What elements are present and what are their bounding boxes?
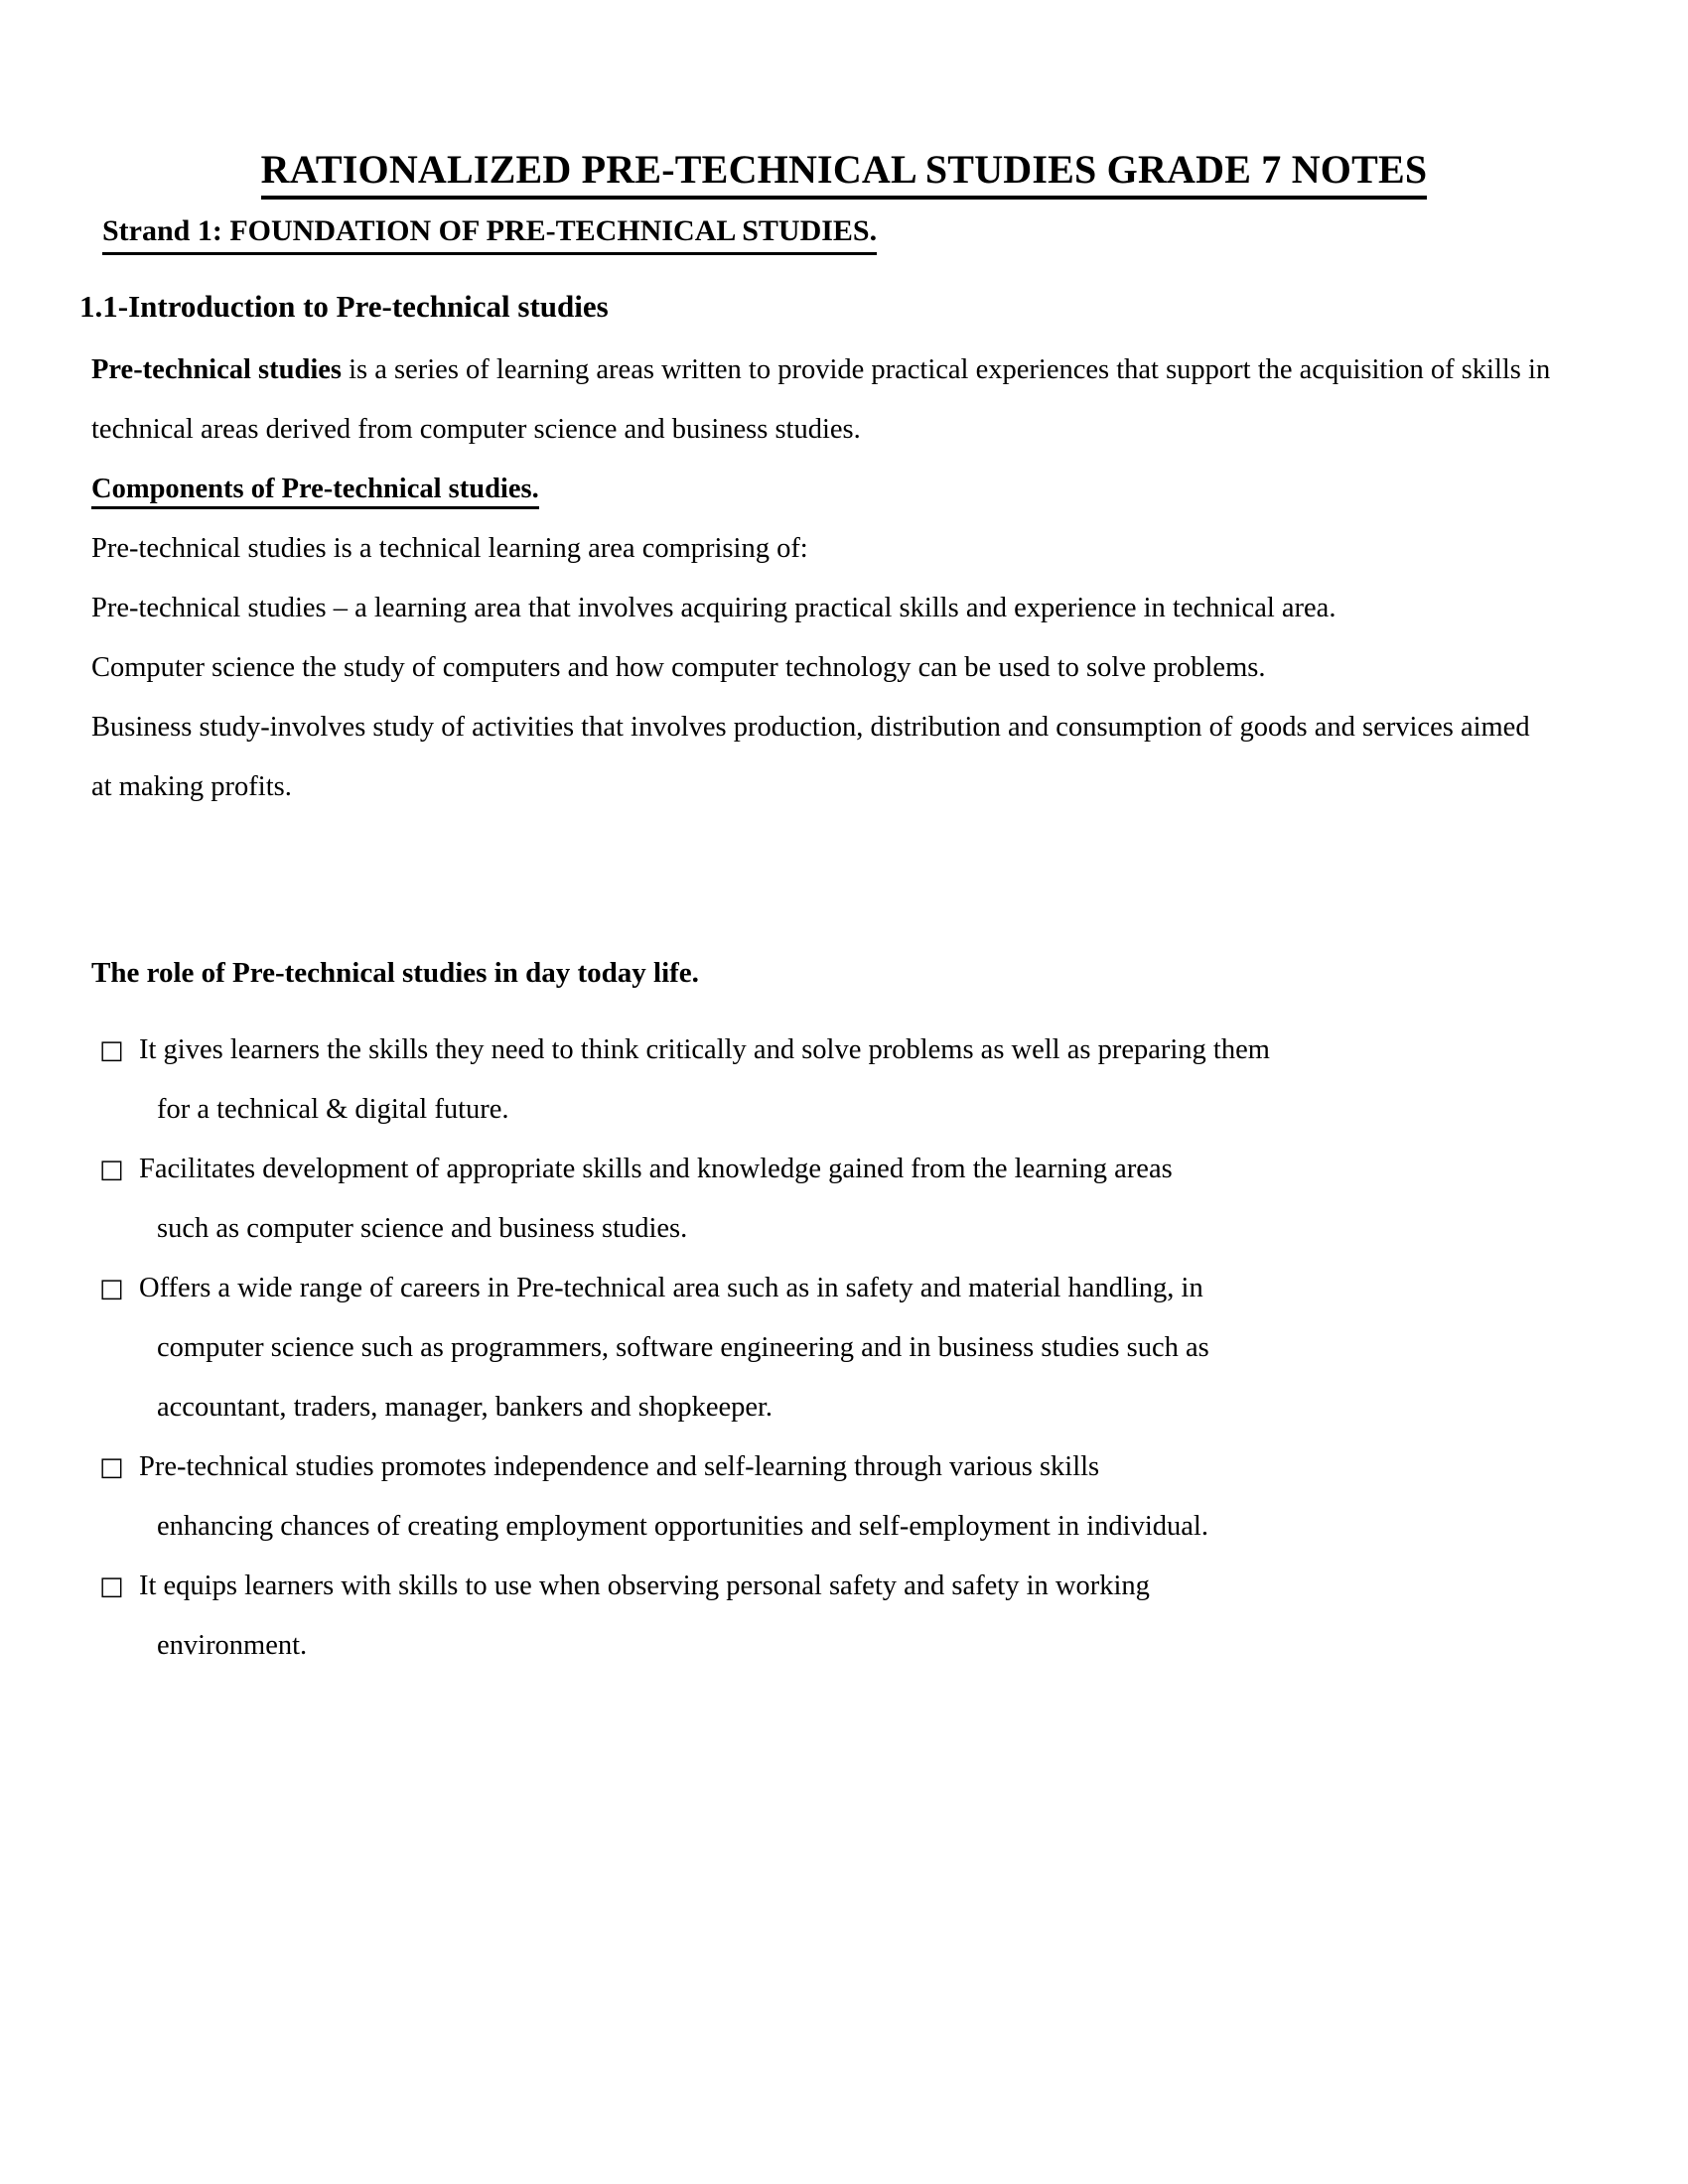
list-item-line: such as computer science and business studies. (157, 1213, 688, 1244)
components-paragraph-1: Pre-technical studies is a technical learning area comprising of: (91, 533, 808, 564)
components-heading (91, 460, 1551, 519)
list-item-text (139, 1140, 1561, 1259)
hollow-square-bullet-icon: □ (99, 1035, 124, 1065)
hollow-square-bullet-icon: □ (99, 1571, 124, 1601)
list-item-line: It gives learners the skills they need to think critically and solve problems as well as preparing them (139, 1034, 1270, 1065)
list-item-line: Facilitates development of appropriate skills and knowledge gained from the learning areas (139, 1154, 1173, 1184)
hollow-square-bullet-icon: □ (99, 1155, 124, 1184)
list-item (91, 1021, 1561, 1140)
intro-lead-bold: Pre-technical studies (91, 354, 342, 385)
list-item-text (139, 1557, 1561, 1676)
list-item-text (139, 1437, 1561, 1557)
page-title (0, 147, 1688, 200)
list-item (91, 1140, 1561, 1259)
components-paragraph-3: Computer science the study of computers and how computer technology can be used to solve problems. (91, 652, 1266, 683)
strand-heading-text: Strand 1: FOUNDATION OF PRE-TECHNICAL STUDIES. (102, 213, 877, 255)
page-title-text: RATIONALIZED PRE-TECHNICAL STUDIES GRADE 7 NOTES (261, 147, 1428, 200)
strand-heading (102, 213, 877, 255)
components-paragraph-4: Business study-involves study of activities that involves production, distribution and consumption of goods and services aimed at making profits. (91, 712, 1530, 802)
list-item-line: enhancing chances of creating employment opportunities and self-employment in individual. (157, 1511, 1208, 1542)
list-item-line: Pre-technical studies promotes independence and self-learning through various skills (139, 1451, 1100, 1482)
role-bullet-list (91, 1021, 1561, 1676)
list-item-line: environment. (157, 1630, 308, 1661)
list-item (91, 1259, 1561, 1437)
list-item-line: accountant, traders, manager, bankers and shopkeeper. (157, 1392, 774, 1423)
list-item-text (139, 1021, 1561, 1140)
list-item-line: for a technical & digital future. (157, 1094, 509, 1125)
role-section-heading: The role of Pre-technical studies in day today life. (91, 957, 699, 989)
list-item-line: Offers a wide range of careers in Pre-technical area such as in safety and material handling, in (139, 1273, 1203, 1303)
list-item-text (139, 1259, 1561, 1437)
body-text-block (91, 341, 1551, 817)
section-heading-1-1: 1.1-Introduction to Pre-technical studies (79, 289, 609, 324)
list-item (91, 1437, 1561, 1557)
list-item-line: It equips learners with skills to use when observing personal safety and safety in working (139, 1570, 1150, 1601)
intro-paragraph (91, 341, 1551, 460)
components-paragraph-2: Pre-technical studies – a learning area that involves acquiring practical skills and experience in technical area. (91, 593, 1336, 623)
intro-lead-rest: is a series of learning areas written to provide practical experiences that support the acquisition of skills in technical areas derived from computer science and business studies. (91, 354, 1551, 445)
hollow-square-bullet-icon: □ (99, 1274, 124, 1303)
components-heading-text: Components of Pre-technical studies. (91, 475, 539, 509)
list-item-line: computer science such as programmers, software engineering and in business studies such as (157, 1332, 1209, 1363)
list-item (91, 1557, 1561, 1676)
hollow-square-bullet-icon: □ (99, 1452, 124, 1482)
